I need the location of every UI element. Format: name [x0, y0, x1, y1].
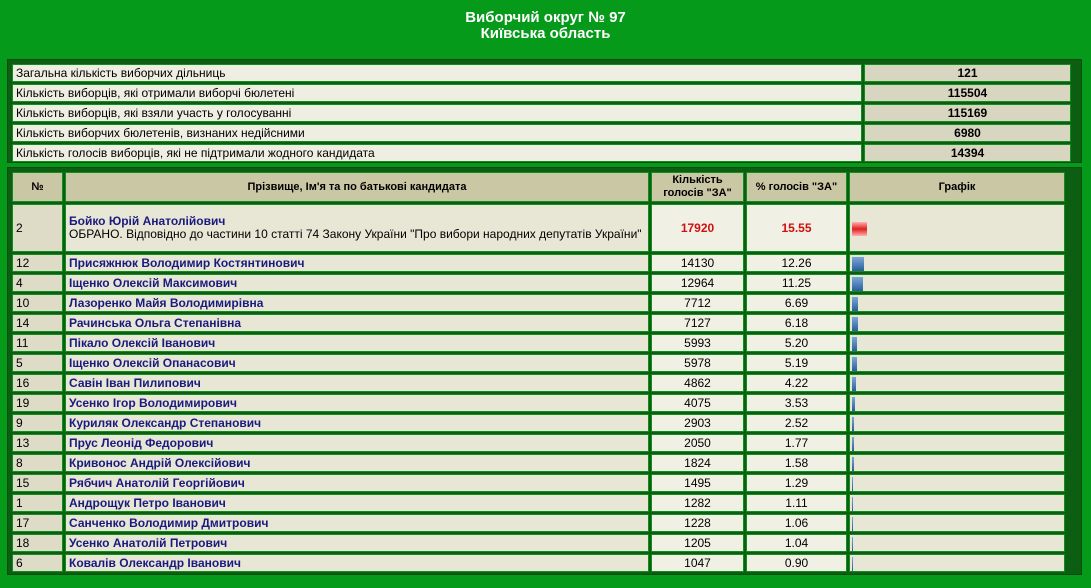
col-header-votes: Кількість голосів "ЗА" — [651, 172, 744, 202]
candidate-graph — [849, 454, 1065, 472]
candidate-votes: 1205 — [651, 534, 744, 552]
candidate-number: 16 — [12, 374, 63, 392]
candidate-number: 9 — [12, 414, 63, 432]
candidate-name-cell — [65, 334, 649, 352]
candidate-number: 11 — [12, 334, 63, 352]
summary-label: Кількість виборчих бюлетенів, визнаних недійсними — [12, 124, 862, 142]
table-row — [12, 514, 1065, 532]
table-row — [12, 374, 1065, 392]
candidate-name[interactable]: Кривонос Андрій Олексійович — [69, 456, 251, 470]
candidate-votes: 1282 — [651, 494, 744, 512]
candidate-percent: 0.90 — [746, 554, 847, 572]
candidate-name-cell — [65, 204, 649, 252]
candidate-graph — [849, 274, 1065, 292]
candidate-graph — [849, 474, 1065, 492]
candidate-name[interactable]: Іщенко Олексій Максимович — [69, 276, 238, 290]
candidate-name[interactable]: Рачинська Ольга Степанівна — [69, 316, 242, 330]
summary-row — [12, 144, 1071, 162]
candidate-number: 1 — [12, 494, 63, 512]
candidate-percent: 2.52 — [746, 414, 847, 432]
candidate-percent: 1.29 — [746, 474, 847, 492]
summary-row — [12, 104, 1071, 122]
candidate-name-cell — [65, 354, 649, 372]
candidate-percent: 1.77 — [746, 434, 847, 452]
candidate-graph — [849, 354, 1065, 372]
elected-note: ОБРАНО. Відповідно до частини 10 статті 74 Закону України "Про вибори народних депутатів України" — [69, 227, 642, 241]
candidate-name-cell — [65, 494, 649, 512]
table-row — [12, 254, 1065, 272]
candidate-name[interactable]: Усенко Ігор Володимирович — [69, 396, 237, 410]
candidate-percent: 12.26 — [746, 254, 847, 272]
candidate-name-cell — [65, 474, 649, 492]
candidate-name[interactable]: Пікало Олексій Іванович — [69, 336, 216, 350]
candidate-name[interactable]: Ковалів Олександр Іванович — [69, 556, 241, 570]
table-row — [12, 494, 1065, 512]
summary-label: Кількість виборців, які отримали виборчі бюлетені — [12, 84, 862, 102]
candidate-number: 12 — [12, 254, 63, 272]
table-row — [12, 474, 1065, 492]
summary-row — [12, 64, 1071, 82]
table-row — [12, 454, 1065, 472]
vote-bar — [852, 497, 853, 511]
summary-row — [12, 84, 1071, 102]
candidate-name[interactable]: Лазоренко Майя Володимирівна — [69, 296, 264, 310]
summary-table — [10, 62, 1073, 164]
vote-bar — [852, 297, 858, 311]
candidate-name[interactable]: Андрощук Петро Іванович — [69, 496, 226, 510]
table-row — [12, 294, 1065, 312]
vote-bar — [852, 517, 853, 531]
summary-panel — [7, 59, 1082, 163]
col-header-num: № — [12, 172, 63, 202]
candidate-number: 14 — [12, 314, 63, 332]
summary-row — [12, 124, 1071, 142]
candidate-graph — [849, 314, 1065, 332]
summary-label: Загальна кількість виборчих дільниць — [12, 64, 862, 82]
table-header-row — [12, 172, 1065, 202]
candidate-name-cell — [65, 254, 649, 272]
candidate-votes: 1047 — [651, 554, 744, 572]
candidate-number: 10 — [12, 294, 63, 312]
candidate-votes: 5978 — [651, 354, 744, 372]
col-header-pct: % голосів "ЗА" — [746, 172, 847, 202]
candidate-number: 6 — [12, 554, 63, 572]
candidate-name-cell — [65, 294, 649, 312]
candidate-graph — [849, 374, 1065, 392]
candidate-graph — [849, 394, 1065, 412]
candidate-votes: 14130 — [651, 254, 744, 272]
candidate-name-cell — [65, 434, 649, 452]
candidate-number: 19 — [12, 394, 63, 412]
table-row — [12, 274, 1065, 292]
candidate-name[interactable]: Бойко Юрій Анатолійович — [69, 214, 226, 228]
vote-bar — [852, 357, 857, 371]
summary-value: 121 — [864, 64, 1071, 82]
candidate-number: 17 — [12, 514, 63, 532]
candidate-votes: 1824 — [651, 454, 744, 472]
vote-bar — [852, 437, 854, 451]
candidate-percent: 3.53 — [746, 394, 847, 412]
candidate-name-cell — [65, 414, 649, 432]
vote-bar — [852, 477, 853, 491]
table-row — [12, 204, 1065, 252]
candidate-name[interactable]: Рябчич Анатолій Георгійович — [69, 476, 245, 490]
candidate-percent: 15.55 — [746, 204, 847, 252]
candidate-name-cell — [65, 554, 649, 572]
col-header-name: Прізвище, Ім'я та по батькові кандидата — [65, 172, 649, 202]
summary-value: 14394 — [864, 144, 1071, 162]
summary-label: Кількість голосів виборців, які не підтримали жодного кандидата — [12, 144, 862, 162]
vote-bar — [852, 317, 858, 331]
summary-value: 6980 — [864, 124, 1071, 142]
vote-bar — [852, 417, 854, 431]
col-header-graph: Графік — [849, 172, 1065, 202]
vote-bar — [852, 397, 855, 411]
candidate-votes: 1495 — [651, 474, 744, 492]
table-row — [12, 434, 1065, 452]
table-row — [12, 554, 1065, 572]
candidate-votes: 7127 — [651, 314, 744, 332]
candidate-percent: 5.19 — [746, 354, 847, 372]
candidate-graph — [849, 334, 1065, 352]
candidate-percent: 1.58 — [746, 454, 847, 472]
candidate-percent: 6.69 — [746, 294, 847, 312]
page-header — [0, 10, 1091, 42]
candidate-votes: 2050 — [651, 434, 744, 452]
candidates-panel — [7, 167, 1082, 575]
candidate-graph — [849, 294, 1065, 312]
candidate-votes: 5993 — [651, 334, 744, 352]
candidate-number: 4 — [12, 274, 63, 292]
table-row — [12, 414, 1065, 432]
candidate-name[interactable]: Савін Іван Пилипович — [69, 376, 201, 390]
candidate-number: 13 — [12, 434, 63, 452]
candidate-number: 5 — [12, 354, 63, 372]
table-row — [12, 314, 1065, 332]
region-title: Київська область — [480, 25, 611, 42]
candidate-number: 8 — [12, 454, 63, 472]
table-row — [12, 534, 1065, 552]
vote-bar — [852, 257, 864, 271]
candidate-percent: 1.04 — [746, 534, 847, 552]
candidate-percent: 5.20 — [746, 334, 847, 352]
candidate-graph — [849, 204, 1065, 252]
candidate-graph — [849, 514, 1065, 532]
table-row — [12, 354, 1065, 372]
table-row — [12, 394, 1065, 412]
candidate-name-cell — [65, 534, 649, 552]
candidate-number: 2 — [12, 204, 63, 252]
vote-bar — [852, 337, 857, 351]
table-row — [12, 334, 1065, 352]
candidate-name-cell — [65, 454, 649, 472]
summary-value: 115169 — [864, 104, 1071, 122]
candidate-name[interactable]: Прус Леонід Федорович — [69, 436, 214, 450]
elected-vote-bar — [852, 222, 867, 236]
candidate-name[interactable]: Усенко Анатолій Петрович — [69, 536, 228, 550]
page-title: Виборчий округ № 97 — [465, 9, 626, 26]
candidate-name[interactable]: Санченко Володимир Дмитрович — [69, 516, 269, 530]
candidate-votes: 2903 — [651, 414, 744, 432]
candidate-percent: 4.22 — [746, 374, 847, 392]
summary-value: 115504 — [864, 84, 1071, 102]
candidate-name-cell — [65, 394, 649, 412]
candidate-votes: 1228 — [651, 514, 744, 532]
candidate-name-cell — [65, 314, 649, 332]
candidate-name[interactable]: Куриляк Олександр Степанович — [69, 416, 262, 430]
candidate-graph — [849, 434, 1065, 452]
candidate-graph — [849, 534, 1065, 552]
candidate-percent: 6.18 — [746, 314, 847, 332]
candidate-name-cell — [65, 274, 649, 292]
candidate-percent: 11.25 — [746, 274, 847, 292]
vote-bar — [852, 537, 853, 551]
candidate-graph — [849, 554, 1065, 572]
candidate-number: 18 — [12, 534, 63, 552]
vote-bar — [852, 377, 856, 391]
vote-bar — [852, 277, 863, 291]
candidate-graph — [849, 254, 1065, 272]
candidate-number: 15 — [12, 474, 63, 492]
vote-bar — [852, 557, 853, 571]
candidates-table — [10, 170, 1067, 574]
candidate-name-cell — [65, 514, 649, 532]
candidate-percent: 1.06 — [746, 514, 847, 532]
candidate-name[interactable]: Іщенко Олексій Опанасович — [69, 356, 236, 370]
candidate-votes: 7712 — [651, 294, 744, 312]
vote-bar — [852, 457, 854, 471]
candidate-name-cell — [65, 374, 649, 392]
candidate-votes: 4862 — [651, 374, 744, 392]
candidate-votes: 17920 — [651, 204, 744, 252]
candidate-votes: 12964 — [651, 274, 744, 292]
candidate-graph — [849, 414, 1065, 432]
candidate-votes: 4075 — [651, 394, 744, 412]
candidate-percent: 1.11 — [746, 494, 847, 512]
candidate-name[interactable]: Присяжнюк Володимир Костянтинович — [69, 256, 305, 270]
candidate-graph — [849, 494, 1065, 512]
summary-label: Кількість виборців, які взяли участь у голосуванні — [12, 104, 862, 122]
